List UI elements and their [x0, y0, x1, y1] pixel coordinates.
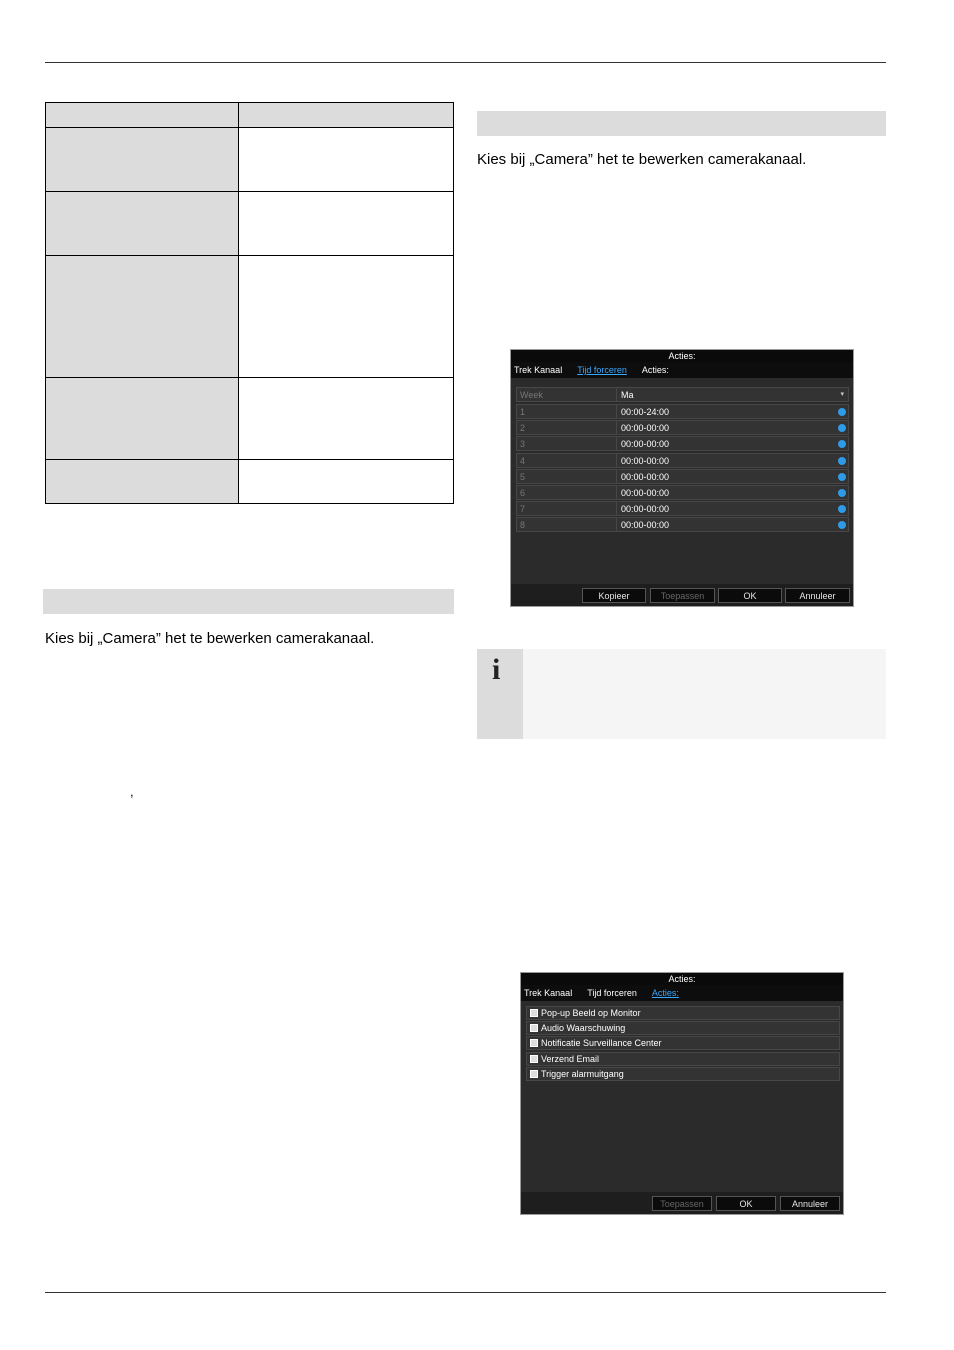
tab-acties[interactable]: Acties:	[641, 365, 669, 375]
actions-options-dialog	[520, 972, 844, 1215]
tab-tijd-forceren[interactable]: Tijd forceren	[577, 365, 627, 375]
time-range[interactable]: 00:00-00:00	[621, 488, 670, 498]
top-rule	[45, 62, 886, 63]
dialog-tabs	[511, 362, 853, 378]
settings-icon[interactable]	[838, 457, 846, 465]
section-header-bar-right	[477, 111, 886, 136]
dialog-title: Acties:	[521, 973, 843, 985]
bottom-rule	[45, 1292, 886, 1293]
table-header-row	[46, 103, 454, 128]
time-range[interactable]: 00:00-00:00	[621, 472, 670, 482]
table-row	[46, 460, 454, 504]
week-selector[interactable]	[516, 387, 849, 402]
table-row	[46, 192, 454, 256]
dialog-footer	[521, 1192, 843, 1214]
tab-tijd-forceren[interactable]: Tijd forceren	[587, 988, 637, 998]
cancel-button[interactable]: Annuleer	[785, 588, 850, 603]
schedule-row: 1 00:00-24:00	[516, 404, 849, 419]
checkbox[interactable]	[530, 1055, 538, 1063]
settings-icon[interactable]	[838, 473, 846, 481]
option-email[interactable]: Verzend Email	[526, 1052, 840, 1066]
schedule-row: 8 00:00-00:00	[516, 517, 849, 532]
right-section-text: Kies bij „Camera” het te bewerken camerakanaal.	[477, 151, 807, 168]
tab-trek-kanaal[interactable]: Trek Kanaal	[514, 365, 563, 375]
settings-icon[interactable]	[838, 521, 846, 529]
info-icon: i	[492, 653, 501, 686]
section-header-bar	[43, 589, 454, 614]
dialog-footer	[511, 584, 853, 606]
settings-icon[interactable]	[838, 505, 846, 513]
settings-icon[interactable]	[838, 440, 846, 448]
apply-button[interactable]: Toepassen	[652, 1196, 712, 1211]
cancel-button[interactable]: Annuleer	[780, 1196, 840, 1211]
dropdown-arrow-icon: ▾	[840, 391, 844, 398]
actions-schedule-dialog	[510, 349, 854, 607]
schedule-row: 6 00:00-00:00	[516, 485, 849, 500]
option-notification[interactable]: Notificatie Surveillance Center	[526, 1036, 840, 1050]
option-popup[interactable]: Pop-up Beeld op Monitor	[526, 1006, 840, 1020]
week-label: Week	[520, 390, 543, 400]
table-row	[46, 256, 454, 378]
ok-button[interactable]: OK	[718, 588, 782, 603]
tab-trek-kanaal[interactable]: Trek Kanaal	[524, 988, 573, 998]
checkbox[interactable]	[530, 1024, 538, 1032]
time-range[interactable]: 00:00-00:00	[621, 423, 670, 433]
schedule-row: 7 00:00-00:00	[516, 501, 849, 516]
settings-table	[45, 102, 454, 504]
schedule-row: 5 00:00-00:00	[516, 469, 849, 484]
info-note-box	[477, 649, 886, 739]
table-row	[46, 378, 454, 460]
time-range[interactable]: 00:00-24:00	[621, 407, 670, 417]
ok-button[interactable]: OK	[716, 1196, 776, 1211]
week-value: Ma	[621, 390, 634, 400]
apply-button[interactable]: Toepassen	[650, 588, 715, 603]
settings-icon[interactable]	[838, 489, 846, 497]
schedule-row: 3 00:00-00:00	[516, 436, 849, 451]
time-range[interactable]: 00:00-00:00	[621, 520, 670, 530]
checkbox[interactable]	[530, 1070, 538, 1078]
settings-icon[interactable]	[838, 408, 846, 416]
copy-button[interactable]: Kopieer	[582, 588, 646, 603]
option-alarm-output[interactable]: Trigger alarmuitgang	[526, 1067, 840, 1081]
option-audio[interactable]: Audio Waarschuwing	[526, 1021, 840, 1035]
time-range[interactable]: 00:00-00:00	[621, 456, 670, 466]
dialog-tabs	[521, 985, 843, 1001]
stray-comma: ,	[130, 784, 134, 799]
schedule-row: 4 00:00-00:00	[516, 453, 849, 468]
checkbox[interactable]	[530, 1039, 538, 1047]
dialog-title: Acties:	[511, 350, 853, 362]
settings-icon[interactable]	[838, 424, 846, 432]
schedule-row: 2 00:00-00:00	[516, 420, 849, 435]
time-range[interactable]: 00:00-00:00	[621, 504, 670, 514]
left-section-text: Kies bij „Camera” het te bewerken camerakanaal.	[45, 630, 375, 647]
table-row	[46, 128, 454, 192]
time-range[interactable]: 00:00-00:00	[621, 439, 670, 449]
checkbox[interactable]	[530, 1009, 538, 1017]
tab-acties[interactable]: Acties:	[651, 988, 679, 998]
